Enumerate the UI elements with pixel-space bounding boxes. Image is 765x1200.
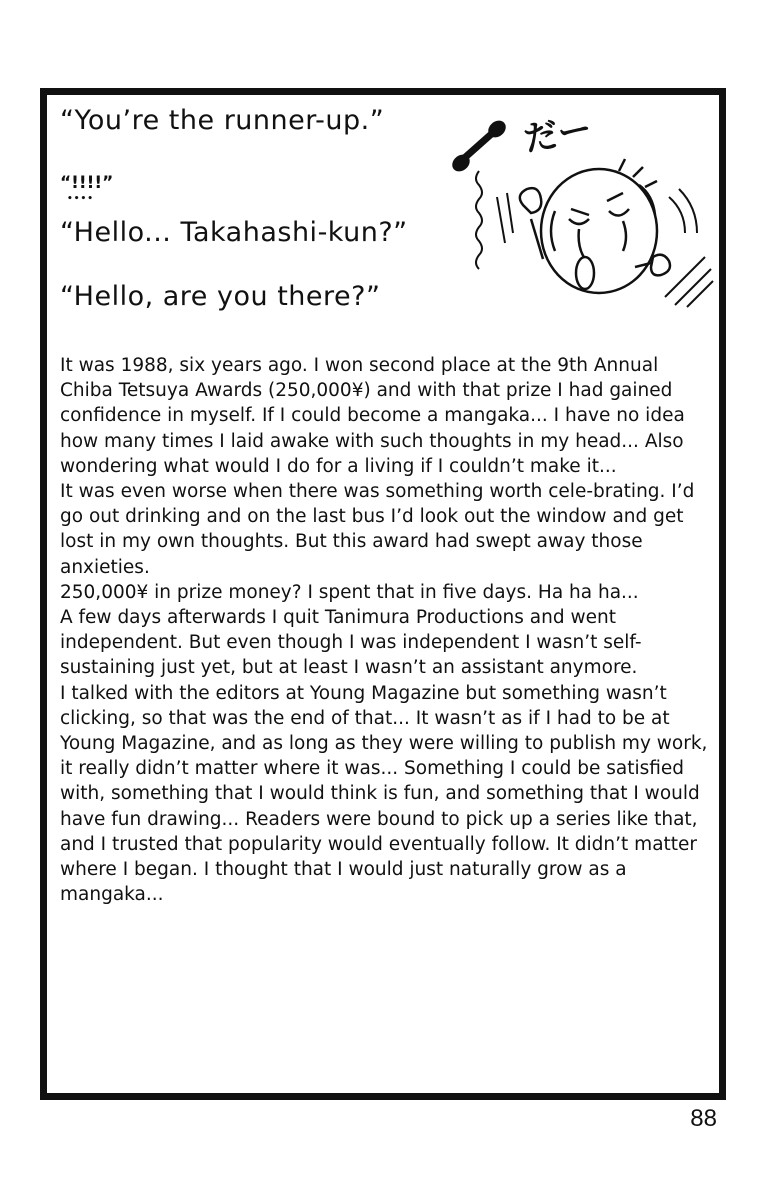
emphasis-dots: •••• <box>67 194 95 204</box>
dialogue-line-4: “Hello, are you there?” <box>60 281 381 312</box>
essay-paragraph: I talked with the editors at Young Magazine but something wasn’t clicking, so that was the end of that... It wasn’t as if I had to be at Young Magazine, and as long as they were willing to publish my work, it really didn’t matter where it was... Something I could be satisfied with, something that I would think is fun, and something that I would have fun drawing... Readers were bound to pick up a series like that, and I trusted that popularity would eventually follow. It didn’t matter where I began. I thought that I would just naturally grow as a mangaka... <box>60 682 708 906</box>
essay-paragraph: A few days afterwards I quit Tanimura Productions and went independent. But even though I was independent I wasn’t self-sustaining just yet, but at least I wasn’t an assistant anymore. <box>60 607 642 679</box>
essay-text <box>60 353 708 907</box>
dialogue-line-1: “You’re the runner-up.” <box>60 105 385 136</box>
phone-cord <box>476 171 482 269</box>
essay-paragraph: It was 1988, six years ago. I won second place at the 9th Annual Chiba Tetsuya Awards (250,000¥) and with that prize I had gained confidence in myself. If I could become a mangaka... I have no idea how many times I laid awake with such thoughts in my head... Also wondering what would I do for a living if I couldn’t make it... <box>60 355 685 477</box>
dialogue-line-3: “Hello... Takahashi-kun?” <box>60 217 408 248</box>
crying-face-icon <box>541 159 657 293</box>
text-panel <box>40 88 726 1100</box>
dialogue-line-2: “!!!!” <box>60 173 114 193</box>
sfx-text: だー <box>521 108 595 160</box>
essay-paragraph: 250,000¥ in prize money? I spent that in five days. Ha ha ha... <box>60 581 639 603</box>
raised-fist-icon <box>520 188 670 275</box>
page-number: 88 <box>690 1105 717 1132</box>
motion-lines <box>497 189 713 307</box>
phone-handset-icon <box>451 119 507 172</box>
essay-paragraph: It was even worse when there was something worth cele-brating. I’d go out drinking and on the last bus I’d look out the window and get lost in my own thoughts. But this award had swept away those anxieties. <box>60 481 695 578</box>
crying-man-on-phone-illustration <box>439 101 719 321</box>
